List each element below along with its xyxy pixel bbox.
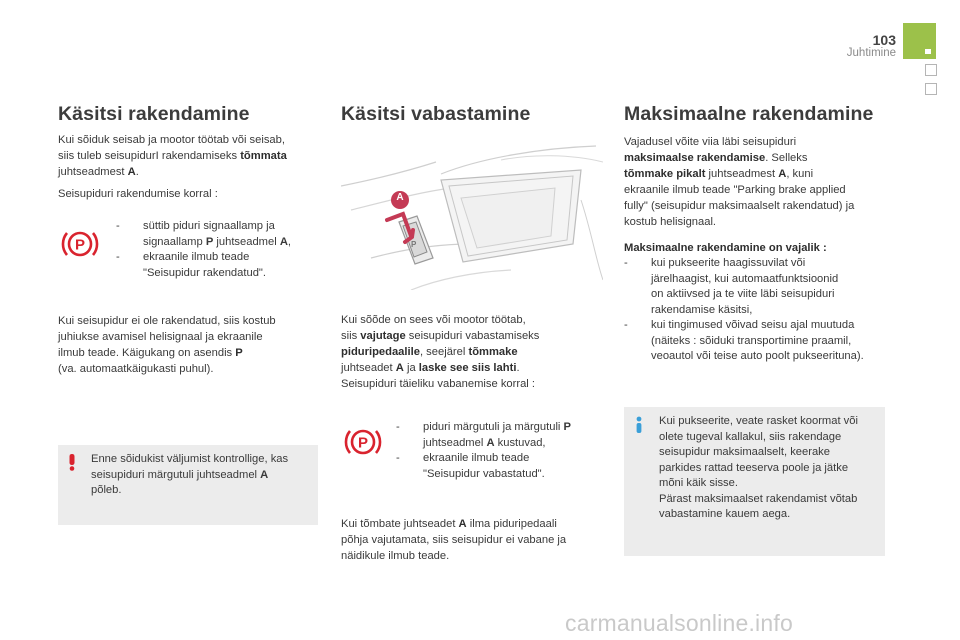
list-item bbox=[116, 219, 326, 250]
para-line: Kui sõõde on sees või mootor töötab, bbox=[341, 314, 526, 326]
col3-para1 bbox=[624, 134, 894, 230]
list-item bbox=[396, 451, 606, 482]
note-line: Enne sõidukist väljumist kontrollige, kas bbox=[91, 453, 289, 465]
chapter-tab bbox=[903, 23, 936, 59]
bold-text: vajutage bbox=[360, 330, 406, 342]
list-line: "Seisupidur vabastatud". bbox=[423, 467, 545, 480]
list-line: "Seisupidur rakendatud". bbox=[143, 266, 267, 279]
col2-list bbox=[396, 420, 606, 482]
bold-text: A bbox=[127, 166, 136, 178]
text: juhtseadet bbox=[341, 362, 396, 374]
para-line bbox=[341, 360, 606, 376]
note-line: olete tugeval kallakul, siis rakendage bbox=[659, 430, 842, 443]
warning-icon bbox=[64, 453, 80, 476]
para-line bbox=[341, 328, 606, 344]
text: siis tuleb seisupidurI rakendamiseks bbox=[58, 150, 241, 162]
figure-label-a: A bbox=[396, 192, 404, 203]
dash: - bbox=[624, 319, 628, 331]
text: juhtseadmest bbox=[705, 168, 779, 180]
section-title-max-apply: Maksimaalne rakendamine bbox=[624, 103, 874, 125]
text: . bbox=[516, 362, 520, 374]
list-item bbox=[116, 250, 326, 281]
col1-intro-line3 bbox=[58, 164, 328, 180]
svg-text:P: P bbox=[411, 240, 417, 249]
list-line: ekraanile ilmub teade bbox=[143, 251, 250, 263]
para-line: põhja vajutamata, siis seisupidur ei vabane ja bbox=[341, 534, 567, 546]
dash: - bbox=[116, 251, 120, 263]
col3-subtitle: Maksimaalne rakendamine on vajalik : bbox=[624, 242, 827, 254]
text: , seejärel bbox=[419, 346, 469, 358]
list-line: piduri märgutuli ja märgutuli P bbox=[423, 421, 571, 433]
para-line bbox=[341, 344, 606, 360]
nav-square-2 bbox=[925, 83, 937, 95]
note-line: seisupiduri märgutuli juhtseadmel A bbox=[91, 468, 269, 481]
col2-para1 bbox=[341, 312, 606, 392]
para-line bbox=[624, 166, 894, 182]
list-item bbox=[396, 420, 606, 451]
note-line: mõni käik sisse. bbox=[659, 477, 738, 489]
list-line: (näiteks : sõiduki transportimine praamil, bbox=[651, 334, 852, 347]
list-line: kui pukseerite haagissuvilat või bbox=[651, 257, 806, 269]
bold-text: tõmmake pikalt bbox=[624, 168, 706, 180]
note-line: seisupidur maksimaalselt, keerake bbox=[659, 446, 830, 458]
list-line: rakendamise käsitsi, bbox=[651, 303, 753, 316]
text: seisupiduri vabastamiseks bbox=[405, 330, 540, 342]
col1-para2 bbox=[58, 313, 328, 377]
dash: - bbox=[396, 421, 400, 433]
watermark: carmanualsonline.info bbox=[565, 610, 793, 636]
page-number: 103 bbox=[872, 32, 896, 48]
text: . bbox=[135, 166, 139, 178]
para-line: ekraanile ilmub teade "Parking brake applied bbox=[624, 184, 846, 196]
parking-brake-figure bbox=[341, 140, 603, 295]
note-line: Pärast maksimaalset rakendamist võtab bbox=[659, 492, 858, 505]
chapter-title: Juhtimine bbox=[846, 47, 896, 59]
info-note-text bbox=[659, 414, 881, 523]
info-icon bbox=[632, 416, 646, 439]
note-line: parkides rattad teeserva poole ja jätke bbox=[659, 461, 849, 474]
tab-marker bbox=[925, 49, 931, 54]
bold-text: maksimaalse rakendamise bbox=[624, 152, 766, 164]
col1-intro-line2 bbox=[58, 148, 328, 164]
col3-list bbox=[624, 256, 894, 365]
para-line: (va. automaatkäigukasti puhul). bbox=[58, 363, 214, 375]
list-line: ekraanile ilmub teade bbox=[423, 452, 530, 464]
list-line: signaallamp P juhtseadmel A, bbox=[143, 235, 292, 248]
bold-text: tõmmata bbox=[240, 150, 287, 162]
text: siis bbox=[341, 330, 361, 342]
info-note bbox=[624, 407, 885, 556]
list-line: juhtseadmel A kustuvad, bbox=[423, 436, 546, 449]
para-line: ilmub teade. Käigukang on asendis P bbox=[58, 347, 243, 359]
dash: - bbox=[624, 257, 628, 269]
svg-text:P: P bbox=[74, 236, 86, 254]
bold-text: A bbox=[778, 168, 787, 180]
svg-text:P: P bbox=[357, 434, 369, 452]
para-line: Kui seisupidur ei ole rakendatud, siis kostub bbox=[58, 315, 276, 327]
para-line: Seisupiduri täieliku vabanemise korral : bbox=[341, 378, 536, 390]
section-title-manual-release: Käsitsi vabastamine bbox=[341, 103, 531, 125]
list-line: veoautol või teise auto poolt pukseerituna). bbox=[651, 350, 864, 362]
text: juhtseadmest bbox=[58, 166, 128, 178]
list-line: kui tingimused võivad seisu ajal muutuda bbox=[651, 319, 855, 331]
text: ja bbox=[403, 362, 419, 374]
list-line: on aktiivsed ja te viite läbi seisupiduri bbox=[651, 288, 835, 300]
dash: - bbox=[396, 452, 400, 464]
col2-para2 bbox=[341, 516, 606, 564]
bold-text: A bbox=[395, 362, 404, 374]
bold-text: piduripedaalile bbox=[341, 346, 420, 358]
para-line: kostub helisignaal. bbox=[624, 216, 717, 228]
bold-text: tõmmake bbox=[468, 346, 518, 358]
note-line: vabastamine kauem aega. bbox=[659, 508, 791, 520]
warning-note-text bbox=[91, 452, 313, 499]
para-line: Vajadusel võite viia läbi seisupiduri bbox=[624, 136, 797, 148]
para-line: fully" (seisupidur maksimaalselt rakendatud) ja bbox=[624, 200, 855, 212]
brake-warning-icon bbox=[343, 424, 383, 465]
text: , kuni bbox=[786, 168, 814, 180]
bold-text: laske see siis lahti bbox=[418, 362, 517, 374]
section-title-manual-apply: Käsitsi rakendamine bbox=[58, 103, 250, 125]
para-line: näidikule ilmub teade. bbox=[341, 550, 450, 562]
col1-list bbox=[116, 219, 326, 281]
nav-square-1 bbox=[925, 64, 937, 76]
note-line: põleb. bbox=[91, 484, 122, 496]
brake-warning-icon bbox=[60, 226, 100, 267]
list-item bbox=[624, 256, 894, 318]
para-line: Kui tõmbate juhtseadet A ilma piduripedaali bbox=[341, 518, 557, 530]
para-line: juhiukse avamisel helisignaal ja ekraanile bbox=[58, 331, 263, 343]
list-item bbox=[624, 318, 894, 365]
note-line: Kui pukseerite, veate rasket koormat või bbox=[659, 415, 858, 427]
list-line: järelhaagist, kui automaatfunktsioonid bbox=[651, 272, 839, 285]
para-line bbox=[624, 150, 894, 166]
col1-intro bbox=[58, 132, 328, 180]
warning-note bbox=[58, 445, 318, 525]
list-line: süttib piduri signaallamp ja bbox=[143, 220, 275, 232]
text: . Selleks bbox=[765, 152, 808, 164]
dash: - bbox=[116, 220, 120, 232]
col1-intro-line1: Kui sõiduk seisab ja mootor töötab või seisab, bbox=[58, 134, 285, 146]
col1-during-text: Seisupiduri rakendumise korral : bbox=[58, 188, 218, 200]
